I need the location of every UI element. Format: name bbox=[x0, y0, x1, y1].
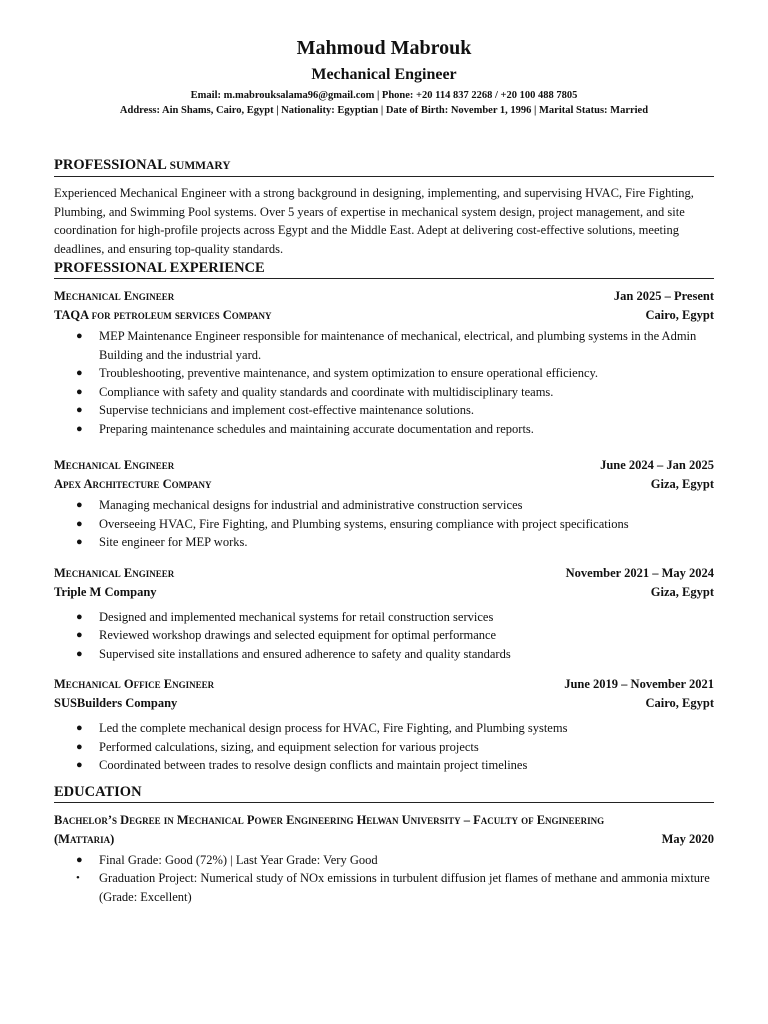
bullet-item bbox=[54, 719, 714, 738]
bullet-icon: ● bbox=[76, 404, 83, 416]
job-role: Mechanical Office Engineer bbox=[54, 677, 215, 691]
job-role: Mechanical Engineer bbox=[54, 565, 175, 580]
bullet-item bbox=[54, 851, 714, 870]
bullet-icon: ● bbox=[76, 536, 83, 548]
summary-heading bbox=[54, 156, 714, 177]
bullet-text: Final Grade: Good (72%) | Last Year Grade: Very Good bbox=[99, 852, 378, 867]
bullet-item bbox=[54, 383, 714, 402]
job-entry bbox=[54, 675, 714, 775]
job-entry bbox=[54, 564, 714, 664]
bullet-icon: ● bbox=[76, 367, 83, 379]
degree-line-2: (Mattaria) bbox=[54, 831, 115, 846]
job-dates: Jan 2025 – Present bbox=[613, 289, 714, 303]
education-degree bbox=[54, 811, 714, 849]
bullet-text: MEP Maintenance Engineer responsible for maintenance of mechanical, electrical, and plumbing systems in the Admin Building and the industrial yard. bbox=[99, 329, 697, 362]
bullet-icon: ● bbox=[76, 759, 83, 771]
job-bullets bbox=[54, 496, 714, 552]
bullet-icon: ● bbox=[76, 610, 83, 623]
bullet-item bbox=[54, 626, 714, 645]
job-location: Giza, Egypt bbox=[650, 477, 714, 491]
bullet-item bbox=[54, 327, 714, 364]
address-line: Address: Ain Shams, Cairo, Egypt | Nationality: Egyptian | Date of Birth: November 1, 1996 | Marital Status: Married bbox=[119, 105, 649, 116]
job-role: Mechanical Engineer bbox=[54, 289, 175, 303]
bullet-text: Supervised site installations and ensured adherence to safety and quality standards bbox=[99, 646, 511, 661]
bullet-icon: ● bbox=[76, 853, 83, 866]
bullet-item bbox=[54, 533, 714, 552]
summary-text: Experienced Mechanical Engineer with a strong background in designing, implementing, and supervising HVAC, Fire Fighting, Plumbing, and Swimming Pool systems. Over 5 years of expertise in mechanical system design, project management, and site coordination for high-profile projects across Egypt and the Middle East. Adept at delivering cost-effective solutions, meeting deadlines, and ensuring top-quality standards. bbox=[54, 186, 694, 256]
job-location: Cairo, Egypt bbox=[645, 696, 714, 710]
bullet-icon: ● bbox=[76, 422, 83, 435]
bullet-icon: ● bbox=[76, 499, 83, 511]
job-company: SUSBuilders Company bbox=[54, 696, 178, 710]
bullet-text: Supervise technicians and implement cost-effective maintenance solutions. bbox=[99, 403, 474, 417]
job-dates: June 2024 – Jan 2025 bbox=[600, 458, 714, 472]
bullet-text: Overseeing HVAC, Fire Fighting, and Plumbing systems, ensuring compliance with project specifications bbox=[99, 516, 629, 531]
bullet-text: Graduation Project: Numerical study of NOx emissions in turbulent diffusion jet flames of methane and ammonia mixture (Grade: Excellent) bbox=[99, 871, 710, 904]
bullet-text: Compliance with safety and quality standards and coordinate with multidisciplinary teams. bbox=[99, 384, 554, 399]
bullet-text: Troubleshooting, preventive maintenance, and system optimization to ensure operational efficiency. bbox=[99, 366, 599, 380]
job-location: Cairo, Egypt bbox=[645, 308, 714, 322]
job-entry bbox=[54, 456, 714, 552]
job-location: Giza, Egypt bbox=[650, 584, 714, 599]
bullet-item bbox=[54, 515, 714, 534]
job-role: Mechanical Engineer bbox=[54, 458, 175, 472]
bullet-icon: ● bbox=[76, 647, 83, 660]
bullet-text: Reviewed workshop drawings and selected equipment for optimal performance bbox=[99, 628, 497, 642]
job-company: TAQA for petroleum services Company bbox=[54, 308, 272, 322]
bullet-item bbox=[54, 420, 714, 439]
summary-heading-sc: SUMMARY bbox=[169, 160, 231, 172]
bullet-icon: ● bbox=[76, 330, 83, 342]
job-bullets bbox=[54, 719, 714, 775]
resume-header bbox=[54, 36, 714, 118]
job-dates: June 2019 – November 2021 bbox=[564, 677, 714, 691]
job-dates: November 2021 – May 2024 bbox=[565, 565, 714, 580]
bullet-icon: ● bbox=[76, 385, 83, 398]
degree-date: May 2020 bbox=[661, 831, 714, 846]
summary-heading-main: PROFESSIONAL bbox=[54, 157, 166, 173]
bullet-item bbox=[54, 869, 714, 906]
bullet-text: Performed calculations, sizing, and equipment selection for various projects bbox=[99, 739, 479, 754]
bullet-icon: ● bbox=[76, 517, 83, 530]
degree-line-1: Bachelor’s Degree in Mechanical Power Engineering Helwan University – Faculty of Engineering bbox=[54, 812, 605, 827]
bullet-text: Led the complete mechanical design process for HVAC, Fire Fighting, and Plumbing systems bbox=[99, 721, 568, 735]
job-company: Apex Architecture Company bbox=[54, 477, 212, 491]
bullet-text: Managing mechanical designs for industrial and administrative construction services bbox=[99, 498, 523, 512]
candidate-name: Mahmoud Mabrouk bbox=[296, 37, 472, 59]
job-company: Triple M Company bbox=[54, 584, 157, 599]
education-heading: EDUCATION bbox=[54, 783, 714, 803]
job-entry bbox=[54, 287, 714, 438]
bullet-text: Site engineer for MEP works. bbox=[99, 535, 248, 549]
bullet-icon: ● bbox=[76, 722, 83, 734]
experience-heading: PROFESSIONAL EXPERIENCE bbox=[54, 259, 714, 279]
bullet-icon: ● bbox=[76, 629, 83, 641]
bullet-text: Coordinated between trades to resolve design conflicts and maintain project timelines bbox=[99, 758, 528, 772]
contact-line: Email: m.mabrouksalama96@gmail.com | Phone: +20 114 837 2268 / +20 100 488 7805 bbox=[190, 90, 578, 101]
bullet-text: Designed and implemented mechanical systems for retail construction services bbox=[99, 609, 494, 624]
bullet-item bbox=[54, 364, 714, 383]
experience-list bbox=[54, 287, 714, 775]
bullet-icon: • bbox=[76, 872, 80, 884]
bullet-text: Preparing maintenance schedules and maintaining accurate documentation and reports. bbox=[99, 421, 534, 436]
bullet-item bbox=[54, 608, 714, 627]
job-bullets bbox=[54, 327, 714, 438]
job-bullets bbox=[54, 608, 714, 664]
education-bullets bbox=[54, 851, 714, 907]
bullet-item bbox=[54, 756, 714, 775]
bullet-item bbox=[54, 401, 714, 420]
candidate-title: Mechanical Engineer bbox=[311, 66, 457, 83]
bullet-item bbox=[54, 496, 714, 515]
bullet-icon: ● bbox=[76, 740, 83, 753]
bullet-item bbox=[54, 738, 714, 757]
bullet-item bbox=[54, 645, 714, 664]
